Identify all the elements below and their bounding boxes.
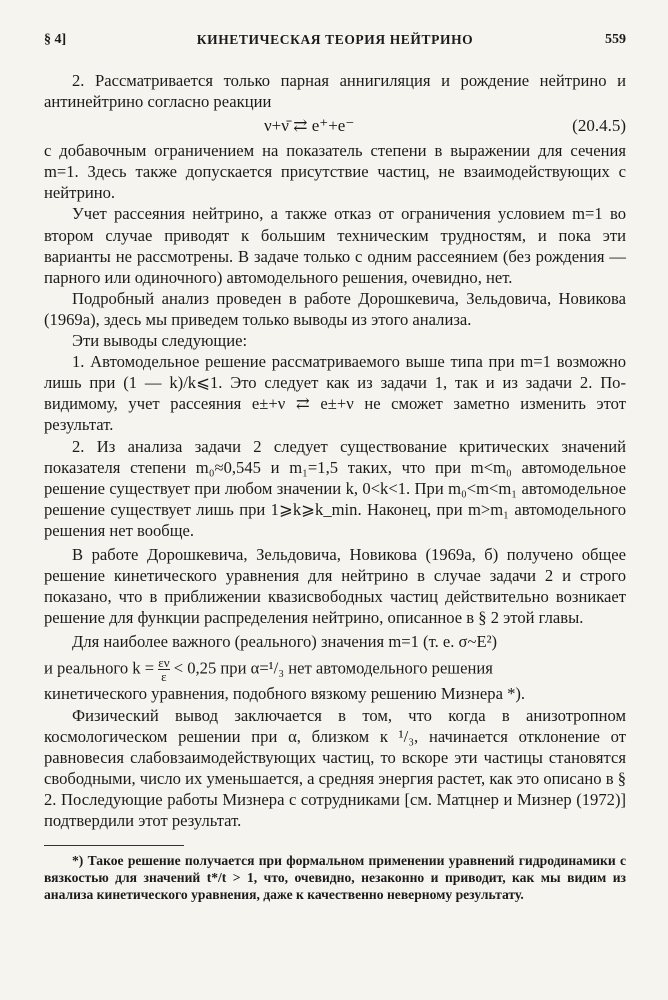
paragraph: 2. Рассматривается только парная аннигиляция и рождение нейтрино и антинейтрино согласно реакции: [44, 71, 626, 112]
paragraph: 1. Автомодельное решение рассматриваемого выше типа при m=1 возможно лишь при (1 — k)/k⩽1. Это следует как из задачи 1, так и из задачи 2. По-видимому, учет рассеяния e±+ν ⇄ e±+ν не сможет заметно изменить этот результат.: [44, 352, 626, 435]
section-marker: § 4]: [44, 32, 67, 47]
paragraph: кинетического уравнения, подобного вязкому решению Мизнера *).: [44, 684, 526, 704]
page-number: 559: [605, 32, 626, 47]
body-text: [44, 70, 626, 831]
footnote: [44, 852, 626, 903]
running-title: КИНЕТИЧЕСКАЯ ТЕОРИЯ НЕЙТРИНО: [196, 32, 474, 47]
footnote-divider: [44, 845, 184, 846]
footnote-text: *) Такое решение получается при формальном применении уравнений гидродинамики с вязкостью для значений t*/t > 1, что, очевидно, незаконно и приводит, как мы видим из анализа кинетического уравнения, даже к качественно неверному результату.: [44, 853, 626, 903]
inline-prefix: и реального k =: [44, 658, 155, 678]
inline-formula-line: [44, 656, 626, 683]
paragraph: Подробный анализ проведен в работе Дорошкевича, Зельдовича, Новикова (1969а), здесь мы приведем только выводы из этого анализа.: [44, 288, 626, 329]
fraction: [158, 656, 169, 683]
paragraph: В работе Дорошкевича, Зельдовича, Новикова (1969а, б) получено общее решение кинетического уравнения для нейтрино в случае задачи 2 и строго показано, что в приближении квазисвободных частиц действительно возникает решение для функции распределения нейтрино, описанное в § 2 этой главы.: [44, 544, 626, 628]
equation: [44, 112, 626, 140]
fraction-numerator: εν: [158, 655, 170, 671]
inline-suffix: < 0,25 при α=¹/₃ нет автомодельного решения: [173, 658, 493, 678]
paragraph: с добавочным ограничением на показатель степени в выражении для сечения m=1. Здесь также допускается присутствие частиц, не взаимодействующих с нейтрино.: [44, 141, 626, 203]
paragraph: 2. Из анализа задачи 2 следует существование критических значений показателя степени m₀≈0,545 и m₁=1,5 таких, что при m<m₀ автомодельное решение существует при любом значении k, 0<k<1. При m₀<m<m₁ автомодельное решение существует лишь при 1⩾k⩾k_min. Наконец, при m>m₁ автомодельного решения нет вообще.: [44, 436, 626, 540]
paragraph: Эти выводы следующие:: [72, 331, 248, 351]
paragraph: Учет рассеяния нейтрино, а также отказ от ограничения условием m=1 во втором случае приводят к большим техническим трудностям, и пока эти варианты не рассмотрены. В задаче только с одним рассеянием (без рождения — парного или одиночного) автомодельного решения, очевидно, нет.: [44, 204, 626, 287]
equation-formula: ν+ν̄ ⇄ e⁺+e⁻: [264, 116, 355, 136]
paragraph: Для наиболее важного (реального) значения m=1 (т. е. σ~E²): [72, 632, 498, 652]
equation-number: (20.4.5): [572, 116, 626, 136]
running-header: [44, 30, 626, 52]
fraction-denominator: ε: [158, 669, 169, 683]
page: [44, 30, 626, 903]
paragraph: Физический вывод заключается в том, что когда в анизотропном космологическом решении при α, близком к ¹/₃, начинается отклонение от равновесия слабовзаимодействующих частиц, то вскоре эти частицы становятся свободными, число их уменьшается, а средняя энергия растет, как это описано в § 2. Последующие работы Мизнера с сотрудниками [см. Матцнер и Мизнер (1972)] подтвердили этот результат.: [44, 705, 626, 830]
